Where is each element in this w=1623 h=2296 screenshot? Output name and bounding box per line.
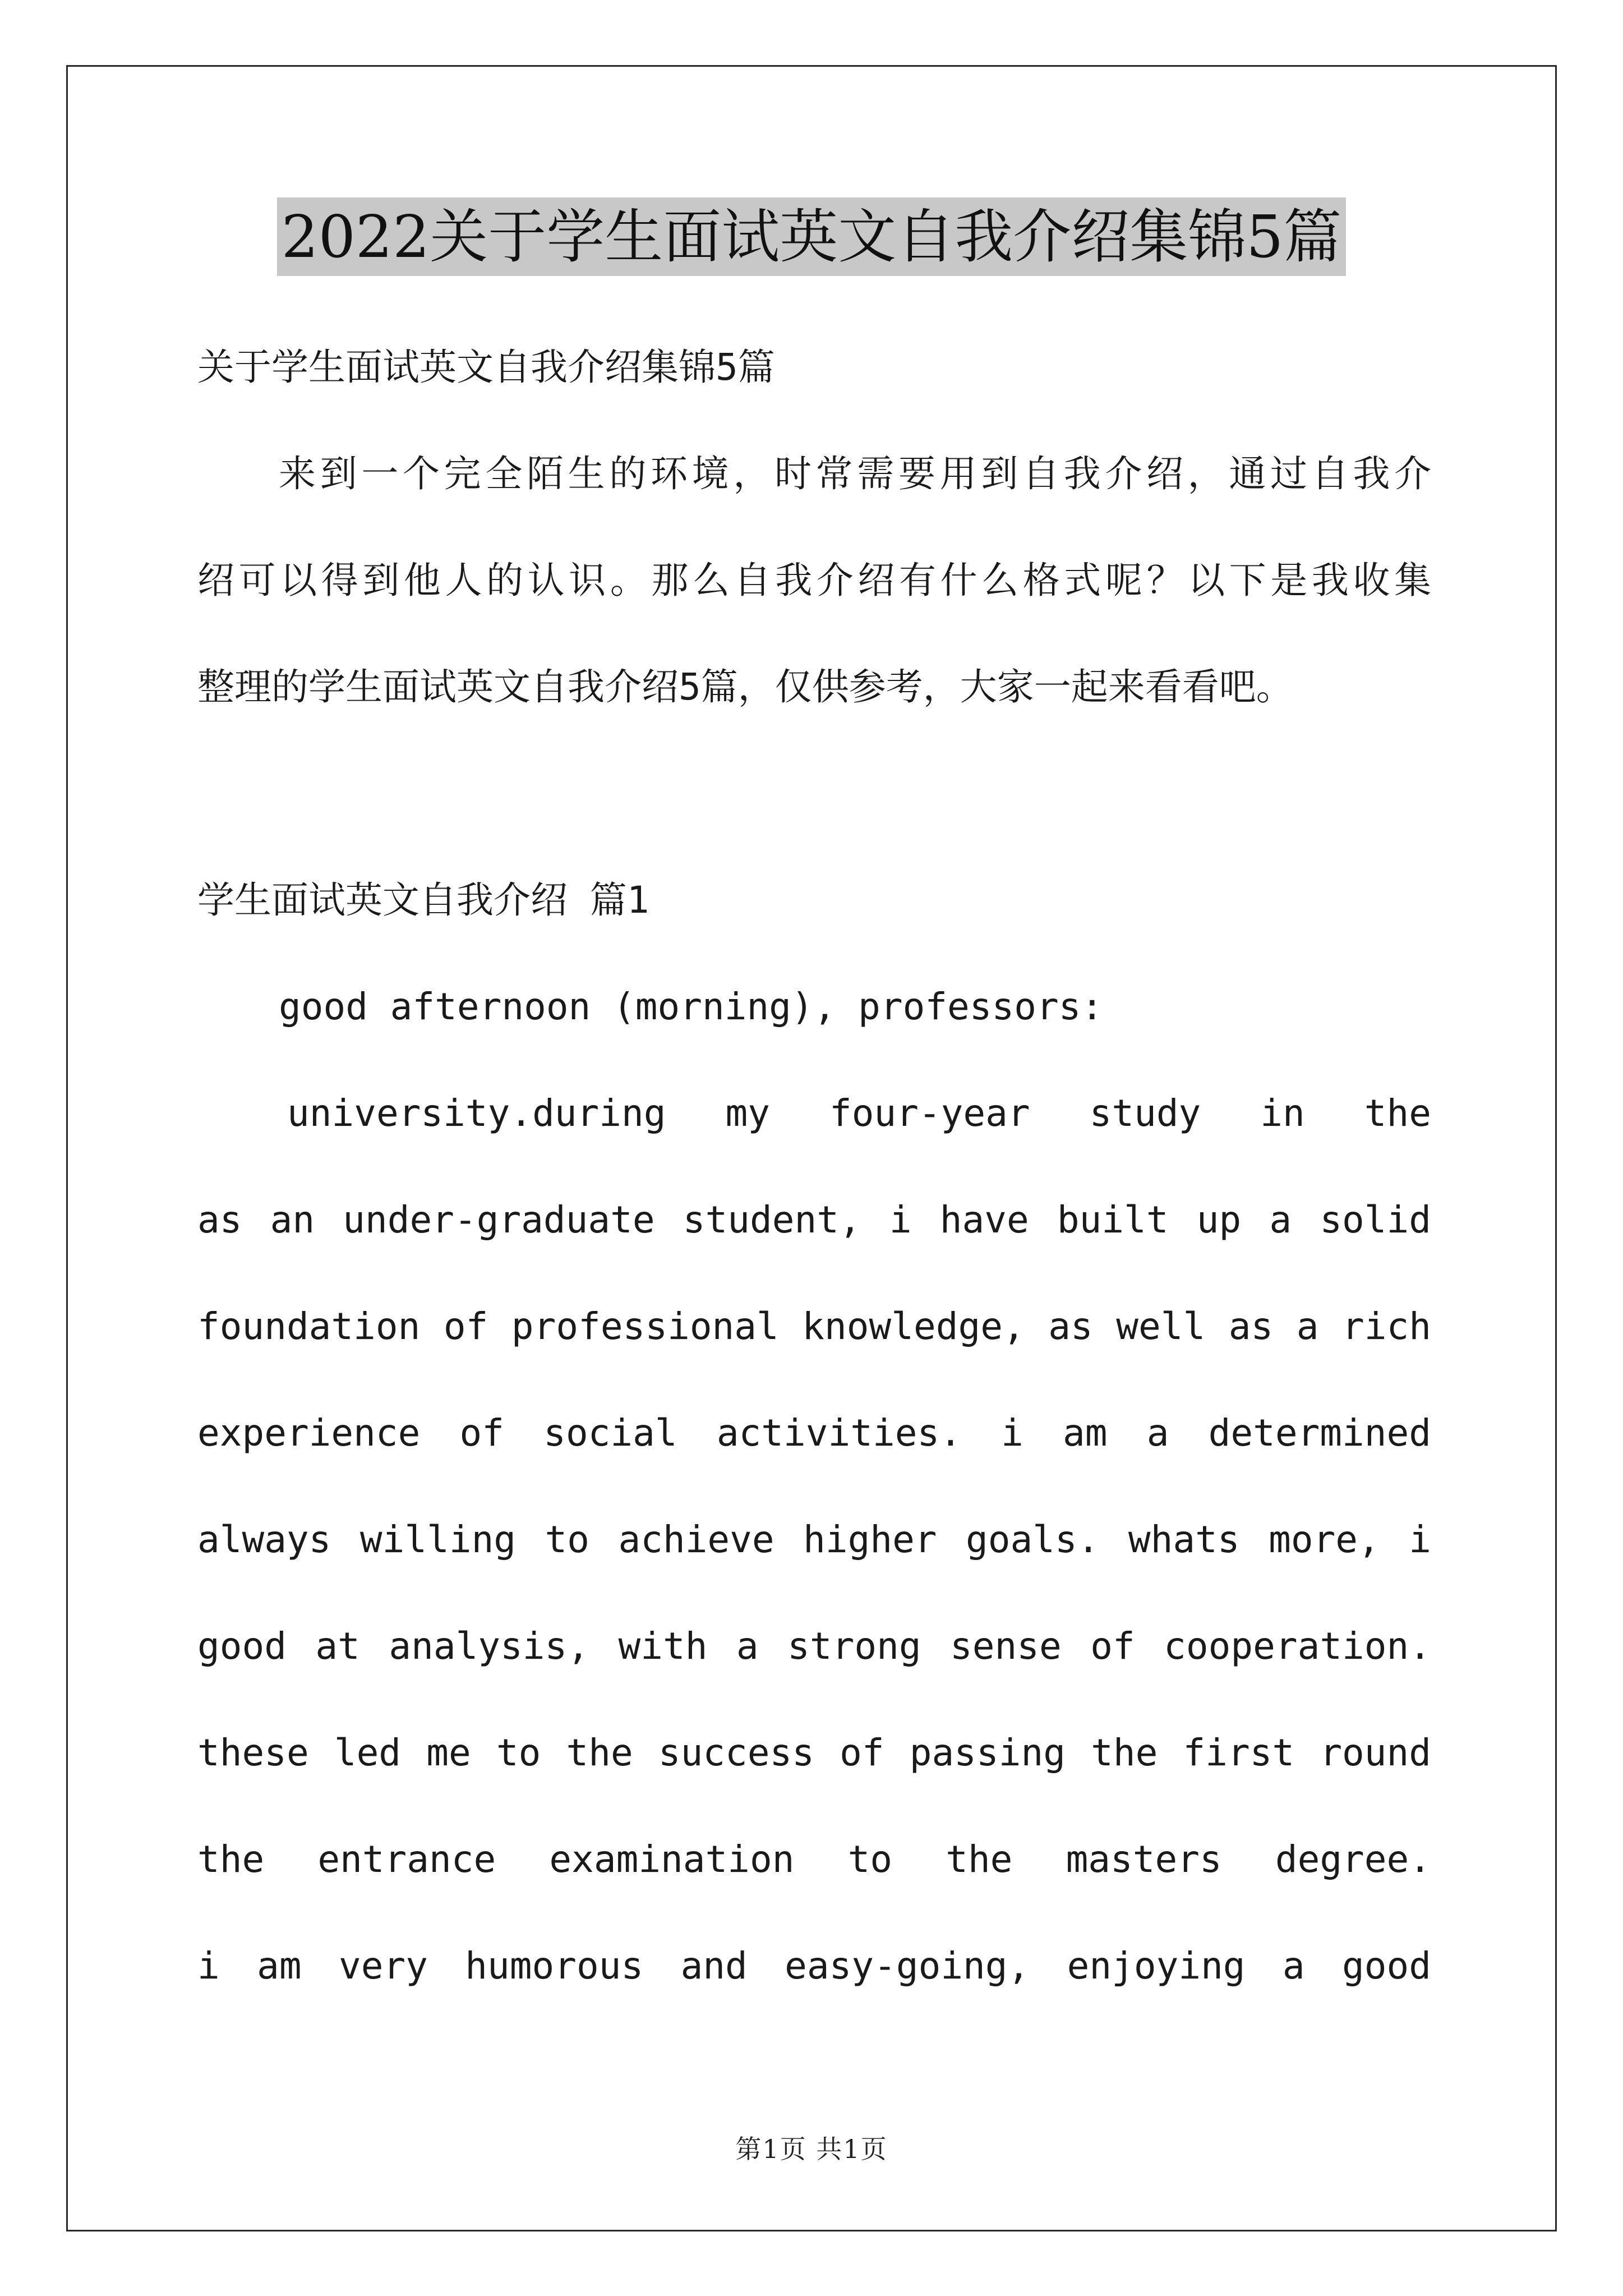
document-subtitle: 关于学生面试英文自我介绍集锦5篇 <box>197 346 775 389</box>
body-line: the entrance examination to the masters degree. <box>197 1838 1431 1881</box>
intro-line: 来到一个完全陌生的环境，时常需要用到自我介绍，通过自我介 <box>279 452 1431 495</box>
greeting-line: good afternoon (morning), professors: <box>279 985 1104 1028</box>
intro-line: 整理的学生面试英文自我介绍5篇，仅供参考，大家一起来看看吧。 <box>197 665 1293 708</box>
page-number: 第1页 共1页 <box>735 2134 888 2164</box>
section-heading: 学生面试英文自我介绍 篇1 <box>197 878 649 922</box>
body-line: i am very humorous and easy-going, enjoying a good <box>197 1944 1431 1987</box>
intro-line: 绍可以得到他人的认识。那么自我介绍有什么格式呢？以下是我收集 <box>197 559 1431 602</box>
body-line: university.during my four-year study in the <box>287 1092 1431 1135</box>
document-body <box>197 314 1431 2019</box>
body-line: these led me to the success of passing the first round <box>197 1731 1431 1774</box>
body-line: always willing to achieve higher goals. whats more, i <box>197 1518 1431 1561</box>
body-line: foundation of professional knowledge, as well as a rich <box>197 1305 1431 1348</box>
document-title: 2022关于学生面试英文自我介绍集锦5篇 <box>277 197 1347 276</box>
body-line: good at analysis, with a strong sense of cooperation. <box>197 1625 1431 1668</box>
paragraph-gap <box>197 740 1431 847</box>
body-line: as an under-graduate student, i have built up a solid <box>197 1198 1431 1241</box>
body-line: experience of social activities. i am a determined <box>197 1411 1431 1455</box>
title-container <box>0 197 1623 276</box>
